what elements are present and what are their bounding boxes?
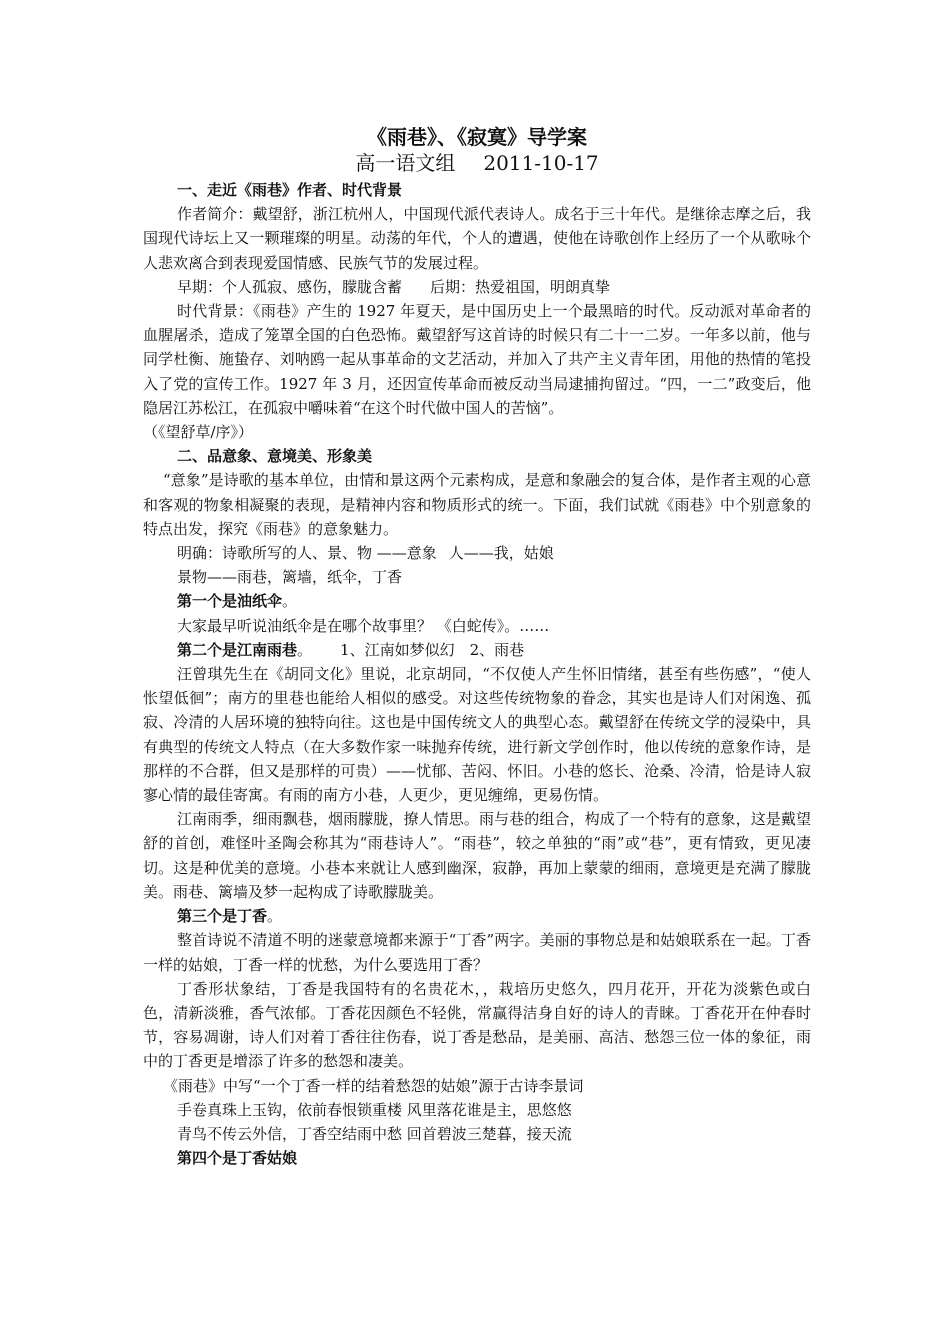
item2-heading-line [143, 638, 811, 662]
group-name: 高一语文组 [355, 151, 456, 175]
item2-points: 1、江南如梦似幻 2、雨巷 [340, 640, 525, 659]
item3-paragraph-2: 丁香形状象结，丁香是我国特有的名贵花木，，栽培历史悠久，四月花开，开花为淡紫色或白色，清新淡雅，香气浓郁。丁香花因颜色不轻佻，常赢得洁身自好的诗人的青睐。丁香花开在仲春时节，容易凋谢，诗人们对着丁香往往伤春，说丁香是愁品，是美丽、高洁、愁怨三位一体的象征，雨中的丁香更是增添了许多的愁怨和凄美。 [143, 979, 811, 1071]
item3-paragraph-3: 《雨巷》中写“一个丁香一样的结着愁怨的姑娘”源于古诗李景词 [163, 1076, 584, 1095]
item1-heading-line [143, 589, 811, 613]
period-line [143, 275, 811, 299]
section-heading-1: 一、走近《雨巷》作者、时代背景 [177, 181, 403, 199]
document-page [143, 124, 811, 1170]
item1-heading: 第一个是油纸伞 [177, 592, 283, 611]
item3-paragraph-1: 整首诗说不清道不明的迷蒙意境都来源于“丁香”两字。美丽的事物总是和姑娘联系在一起。丁香一样的姑娘，丁香一样的忧愁，为什么要选用丁香？ [143, 931, 811, 974]
item2-period: 。 [297, 640, 313, 659]
item3-heading-line [143, 904, 811, 928]
clarify-line [143, 541, 811, 565]
late-period: 后期：热爱祖国，明朗真挚 [430, 277, 611, 296]
imagery-intro-paragraph: “意象”是诗歌的基本单位，由情和景这两个元素构成，是意和象融会的复合体，是作者主观的心意和客观的物象相凝聚的表现，是精神内容和物质形式的统一。下面，我们试就《雨巷》中个别意象的特点出发，探究《雨巷》的意象魅力。 [143, 471, 811, 538]
poem-line-1: 手卷真珠上玉钩，依前春恨锁重楼 风里落花谁是主，思悠悠 [177, 1100, 572, 1119]
document-title: 《雨巷》、《寂寞》导学案 [367, 125, 587, 149]
item1-period: 。 [282, 592, 298, 611]
item4-heading: 第四个是丁香姑娘 [177, 1149, 298, 1168]
document-subtitle [143, 150, 811, 176]
poem-line-2: 青鸟不传云外信，丁香空结雨中愁 回首碧波三楚暮，接天流 [177, 1124, 572, 1143]
scenery-line: 景物——雨巷，篱墙，纸伞，丁香 [177, 568, 403, 587]
author-intro-paragraph: 作者简介：戴望舒，浙江杭州人，中国现代派代表诗人。成名于三十年代。是继徐志摩之后，我国现代诗坛上又一颗璀璨的明星。动荡的年代，个人的遭遇，使他在诗歌创作上经历了一个从歌咏个人悲欢离合到表现爱国情感、民族气节的发展过程。 [143, 205, 811, 272]
document-date: 2011-10-17 [483, 151, 599, 175]
item1-paragraph: 大家最早听说油纸伞是在哪个故事里？ 《白蛇传》。…… [177, 616, 550, 635]
item3-period: 。 [267, 907, 283, 926]
early-period: 早期：个人孤寂、感伤，朦胧含蓄 [177, 277, 403, 296]
source-note: （《望舒草/序》） [143, 423, 254, 442]
item2-paragraph-2: 江南雨季，细雨飘巷，烟雨朦胧，撩人情思。雨与巷的组合，构成了一个特有的意象，这是戴望舒的首创，难怪叶圣陶会称其为“雨巷诗人”。“雨巷”，较之单独的“雨”或“巷”，更有情致，更见凄切。这是种优美的意境。小巷本来就让人感到幽深，寂静，再加上蒙蒙的细雨，意境更是充满了朦胧美。雨巷、篱墙及梦一起构成了诗歌朦胧美。 [143, 810, 811, 901]
clarify-imagery: 明确：诗歌所写的人、景、物 ——意象 [177, 544, 437, 563]
item2-heading: 第二个是江南雨巷 [177, 640, 298, 659]
section-heading-2: 二、品意象、意境美、形象美 [177, 447, 373, 466]
clarify-people: 人——我，姑娘 [448, 544, 554, 563]
item2-paragraph-1: 汪曾琪先生在《胡同文化》里说，北京胡同，“不仅使人产生怀旧情绪，甚至有些伤感”，“使人怅望低徊”；南方的里巷也能给人相似的感受。对这些传统物象的眷念，其实也是诗人们对闲逸、孤寂、冷清的人居环境的独特向往。这也是中国传统文人的典型心态。戴望舒在传统文学的浸染中，具有典型的传统文人特点（在大多数作家一味抛弃传统，进行新文学创作时，他以传统的意象作诗，是那样的不合群，但又是那样的可贵）——忧郁、苦闷、怀旧。小巷的悠长、沧桑、冷清，恰是诗人寂寥心情的最佳寄寓。有雨的南方小巷，人更少，更见缠绵，更易伤情。 [143, 665, 811, 805]
item3-heading: 第三个是丁香 [177, 907, 268, 926]
background-paragraph: 时代背景：《雨巷》产生的 1927 年夏天，是中国历史上一个最黑暗的时代。反动派对革命者的血腥屠杀，造成了笼罩全国的白色恐怖。戴望舒写这首诗的时候只有二十一二岁。一年多以前，他与同学杜衡、施蛰存、刘呐鸥一起从事革命的文艺活动，并加入了共产主义青年团，用他的热情的笔投入了党的宣传工作。1927 年 3 月，还因宣传革命而被反动当局逮捕拘留过。“四，一二”政变后，他隐居江苏松江，在孤寂中嚼味着“在这个时代做中国人的苦恼”。 [143, 302, 811, 417]
